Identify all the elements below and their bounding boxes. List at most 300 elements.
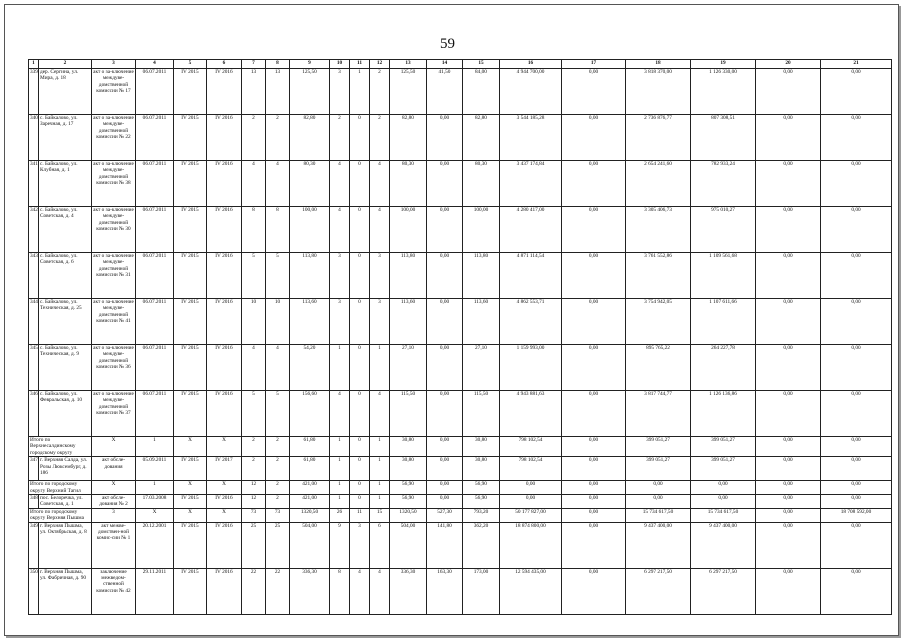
table-cell: 113,60 xyxy=(290,299,330,345)
table-cell: 4 xyxy=(370,161,390,207)
table-cell: 29.11.2011 xyxy=(136,568,174,614)
total-label: Итого по городскому округу Верхний Тагил xyxy=(29,481,92,495)
table-cell: 0 xyxy=(350,481,370,495)
table-cell: 0,00 xyxy=(756,253,821,299)
table-cell: 8 xyxy=(266,207,290,253)
header-cell: 2 xyxy=(39,60,92,69)
table-cell: IV 2015 xyxy=(174,345,207,391)
table-cell: IV 2015 xyxy=(174,522,207,568)
table-cell: 163,30 xyxy=(427,568,463,614)
table-cell: 4 xyxy=(242,161,266,207)
table-cell: IV 2016 xyxy=(207,207,242,253)
table-cell: 5 xyxy=(266,253,290,299)
table-cell: 25 xyxy=(266,522,290,568)
table-cell: 343 xyxy=(29,253,39,299)
header-cell: 18 xyxy=(626,60,691,69)
header-cell: 17 xyxy=(562,60,626,69)
table-cell: 5 xyxy=(242,391,266,437)
table-cell: 0,00 xyxy=(756,391,821,437)
table-cell: 1 xyxy=(330,481,350,495)
table-cell: 1 109 561,68 xyxy=(691,253,756,299)
table-cell: с. Байкалово, ул. Техническая, д. 9 xyxy=(39,345,92,391)
table-cell: IV 2015 xyxy=(174,253,207,299)
table-cell: X xyxy=(92,437,136,457)
total-row xyxy=(29,481,892,495)
table-cell: 20.12.2001 xyxy=(136,522,174,568)
table-row xyxy=(29,69,892,115)
header-cell: 9 xyxy=(290,60,330,69)
table-cell: IV 2016 xyxy=(207,69,242,115)
table-cell: 0,00 xyxy=(756,207,821,253)
table-cell: 56,90 xyxy=(463,481,500,495)
table-cell: 0 xyxy=(350,437,370,457)
table-cell: 06.07.2011 xyxy=(136,345,174,391)
table-cell: 2 xyxy=(266,481,290,495)
table-cell: 4 xyxy=(350,568,370,614)
header-cell: 15 xyxy=(463,60,500,69)
header-cell: 7 xyxy=(242,60,266,69)
table-row xyxy=(29,161,892,207)
table-cell: IV 2015 xyxy=(174,115,207,161)
table-cell: X xyxy=(174,481,207,495)
table-row xyxy=(29,391,892,437)
table-cell: 0,00 xyxy=(821,207,892,253)
table-cell: 0,00 xyxy=(562,457,626,481)
table-cell: 125,50 xyxy=(390,69,427,115)
table-cell: 798 102,54 xyxy=(500,457,562,481)
table-cell: 0,00 xyxy=(562,115,626,161)
table-cell: IV 2015 xyxy=(174,69,207,115)
table-cell: 173,00 xyxy=(463,568,500,614)
table-cell: 0,00 xyxy=(756,457,821,481)
table-cell: 61,80 xyxy=(290,437,330,457)
table-cell: 1 xyxy=(330,457,350,481)
table-cell: 3 xyxy=(330,299,350,345)
table-cell: 3 xyxy=(370,253,390,299)
table-cell: 80,30 xyxy=(290,161,330,207)
table-cell: акт о за-ключение междуве-домственной комиссии № 17 xyxy=(92,69,136,115)
table-cell: 3 544 185,28 xyxy=(500,115,562,161)
table-cell: 0 xyxy=(350,345,370,391)
table-cell: 336,30 xyxy=(290,568,330,614)
table-cell: 12 xyxy=(242,481,266,495)
total-row xyxy=(29,508,892,522)
table-cell: 0 xyxy=(350,391,370,437)
table-cell: с. Байкалово, ул. Февральская, д. 10 xyxy=(39,391,92,437)
header-cell: 6 xyxy=(207,60,242,69)
header-cell: 20 xyxy=(756,60,821,69)
table-cell: 1 xyxy=(370,457,390,481)
table-cell: 1 xyxy=(330,345,350,391)
table-cell: 0,00 xyxy=(427,457,463,481)
table-cell: 113,80 xyxy=(290,253,330,299)
table-cell: 1 xyxy=(370,345,390,391)
table-cell: 0,00 xyxy=(427,437,463,457)
table-cell: 56,90 xyxy=(463,495,500,509)
table-cell: 0,00 xyxy=(427,345,463,391)
table-cell: 82,80 xyxy=(463,115,500,161)
table-cell: 348 xyxy=(29,495,39,509)
table-cell: 9 437 400,00 xyxy=(626,522,691,568)
table-cell: 15 734 617,50 xyxy=(691,508,756,522)
table-cell: 0,00 xyxy=(756,481,821,495)
table-cell: 0 xyxy=(350,207,370,253)
table-cell: 0,00 xyxy=(562,522,626,568)
table-cell: 30,80 xyxy=(390,457,427,481)
table-cell: 399 051,27 xyxy=(626,437,691,457)
table-cell: 11 xyxy=(350,508,370,522)
table-cell: 399 051,27 xyxy=(691,457,756,481)
table-cell: 18 708 592,00 xyxy=(821,508,892,522)
table-cell: 3 xyxy=(350,522,370,568)
page-number: 59 xyxy=(440,36,455,52)
table-cell: 9 xyxy=(330,522,350,568)
table-cell: 782 933,24 xyxy=(691,161,756,207)
table-cell: 350 xyxy=(29,568,39,614)
table-cell: 4 943 881,63 xyxy=(500,391,562,437)
table-cell: акт межве-домствен-ной комис-сии № 1 xyxy=(92,522,136,568)
table-cell: 26 xyxy=(330,508,350,522)
table-cell: 3 xyxy=(330,69,350,115)
table-cell: IV 2016 xyxy=(207,115,242,161)
table-cell: 0,00 xyxy=(562,69,626,115)
table-cell: 2 xyxy=(266,437,290,457)
table-cell: IV 2015 xyxy=(174,299,207,345)
table-cell: 2 xyxy=(242,437,266,457)
table-cell: 27,10 xyxy=(390,345,427,391)
table-cell: 0,00 xyxy=(500,495,562,509)
table-cell: 362,20 xyxy=(463,522,500,568)
table-cell: 1 159 993,00 xyxy=(500,345,562,391)
table-cell: 1 xyxy=(370,495,390,509)
table-cell: 0 xyxy=(350,457,370,481)
table-cell: 0,00 xyxy=(756,437,821,457)
table-cell: 3 305 406,73 xyxy=(626,207,691,253)
table-cell: 527,30 xyxy=(427,508,463,522)
table-cell: 0,00 xyxy=(756,495,821,509)
header-cell: 21 xyxy=(821,60,892,69)
table-cell: 100,00 xyxy=(390,207,427,253)
table-row xyxy=(29,115,892,161)
table-cell: 4 xyxy=(330,161,350,207)
table-cell: 3 817 744,77 xyxy=(626,391,691,437)
table-cell: 50 177 827,00 xyxy=(500,508,562,522)
table-cell: 113,60 xyxy=(390,299,427,345)
table-cell: 12 xyxy=(242,495,266,509)
table-cell: 1320,50 xyxy=(290,508,330,522)
table-cell: 0,00 xyxy=(821,522,892,568)
table-cell: 2 xyxy=(266,457,290,481)
table-cell: 0,00 xyxy=(821,391,892,437)
table-cell: 340 xyxy=(29,115,39,161)
table-cell: 13 xyxy=(242,69,266,115)
table-cell: 975 010,27 xyxy=(691,207,756,253)
table-cell: 421,00 xyxy=(290,495,330,509)
table-cell: с. Байкалово, ул. Советская, д. 6 xyxy=(39,253,92,299)
table-cell: 84,00 xyxy=(463,69,500,115)
table-cell: 0,00 xyxy=(821,568,892,614)
table-cell: 0,00 xyxy=(427,207,463,253)
table-cell: 0 xyxy=(350,495,370,509)
table-cell: 0,00 xyxy=(562,495,626,509)
table-cell: 0,00 xyxy=(562,437,626,457)
table-cell: 2 xyxy=(242,457,266,481)
table-cell: 4 871 114,54 xyxy=(500,253,562,299)
table-cell: акт о за-ключение междуве-домственной комиссии № 30 xyxy=(92,207,136,253)
table-cell: IV 2016 xyxy=(207,522,242,568)
table-cell: 3 xyxy=(370,299,390,345)
table-cell: 0,00 xyxy=(821,481,892,495)
table-cell: г. Верхняя Пышма, ул. Октябрьская, д. 8 xyxy=(39,522,92,568)
table-cell: с. Байкалово, ул. Техническая, д. 25 xyxy=(39,299,92,345)
table-cell: с. Байкалово, ул. Заречная, д. 17 xyxy=(39,115,92,161)
table-cell: 1 xyxy=(136,437,174,457)
table-cell: 0,00 xyxy=(756,345,821,391)
table-cell: 0,00 xyxy=(691,495,756,509)
table-cell: 2 xyxy=(242,115,266,161)
table-cell: 156,60 xyxy=(290,391,330,437)
table-cell: 1 126 330,00 xyxy=(691,69,756,115)
table-cell: 22 xyxy=(242,568,266,614)
table-cell: 30,80 xyxy=(390,437,427,457)
table-cell: 0 xyxy=(350,299,370,345)
table-cell: X xyxy=(207,437,242,457)
table-cell: IV 2016 xyxy=(207,391,242,437)
table-cell: 0,00 xyxy=(756,69,821,115)
table-cell: 141,80 xyxy=(427,522,463,568)
table-cell: 4 xyxy=(370,391,390,437)
table-cell: 54,20 xyxy=(290,345,330,391)
table-cell: 4 xyxy=(330,207,350,253)
table-cell: 12 594 435,00 xyxy=(500,568,562,614)
table-cell: 4 280 417,00 xyxy=(500,207,562,253)
table-cell: 1 107 611,66 xyxy=(691,299,756,345)
table-cell: 4 xyxy=(266,161,290,207)
table-cell: 1320,50 xyxy=(390,508,427,522)
table-cell: 10 xyxy=(266,299,290,345)
table-cell: акт обсле-дования № 2 xyxy=(92,495,136,509)
table-cell: 0,00 xyxy=(756,568,821,614)
table-cell: 895 765,22 xyxy=(626,345,691,391)
total-label: Итого по городскому округу Верхняя Пышма xyxy=(29,508,92,522)
table-cell: пос. Белоречка, ул. Советская, д. 1 xyxy=(39,495,92,509)
table-cell: 30,80 xyxy=(463,437,500,457)
table-row xyxy=(29,568,892,614)
table-cell: 06.07.2011 xyxy=(136,299,174,345)
table-cell: 82,80 xyxy=(290,115,330,161)
table-cell: 8 xyxy=(242,207,266,253)
table-cell: 1 xyxy=(330,495,350,509)
table-cell: 06.07.2011 xyxy=(136,69,174,115)
table-cell: IV 2015 xyxy=(174,161,207,207)
table-cell: 346 xyxy=(29,391,39,437)
table-cell: 82,80 xyxy=(390,115,427,161)
header-cell: 14 xyxy=(427,60,463,69)
table-cell: IV 2016 xyxy=(207,253,242,299)
table-cell: 0,00 xyxy=(562,391,626,437)
table-cell: 0,00 xyxy=(821,69,892,115)
table-cell: 0,00 xyxy=(562,299,626,345)
table-cell: 0,00 xyxy=(562,568,626,614)
total-label: Итого по Верхнесалдинскому городскому округу xyxy=(29,437,92,457)
table-cell: акт о за-ключение междуве-домственной комиссии № 36 xyxy=(92,345,136,391)
table-cell: X xyxy=(92,481,136,495)
header-cell: 12 xyxy=(370,60,390,69)
header-cell: 11 xyxy=(350,60,370,69)
table-cell: 18 874 800,00 xyxy=(500,522,562,568)
table-cell: X xyxy=(136,508,174,522)
table-cell: 06.07.2011 xyxy=(136,207,174,253)
table-cell: 27,10 xyxy=(463,345,500,391)
table-cell: акт обсле-дования xyxy=(92,457,136,481)
table-cell: 0,00 xyxy=(427,115,463,161)
table-cell: заключение межведом-ственной комиссии № 42 xyxy=(92,568,136,614)
table-cell: 2 xyxy=(266,115,290,161)
table-cell: 399 051,27 xyxy=(691,437,756,457)
table-cell: 113,80 xyxy=(463,253,500,299)
table-cell: 0,00 xyxy=(821,299,892,345)
table-cell: IV 2015 xyxy=(174,457,207,481)
table-cell: 06.07.2011 xyxy=(136,161,174,207)
table-cell: 2 654 241,60 xyxy=(626,161,691,207)
header-cell: 16 xyxy=(500,60,562,69)
table-cell: 30,80 xyxy=(463,457,500,481)
table-cell: 0,00 xyxy=(756,522,821,568)
table-cell: 344 xyxy=(29,299,39,345)
table-cell: 0,00 xyxy=(821,161,892,207)
table-cell: IV 2015 xyxy=(174,495,207,509)
table-cell: 0,00 xyxy=(756,508,821,522)
table-cell: 4 862 553,71 xyxy=(500,299,562,345)
table-cell: 342 xyxy=(29,207,39,253)
table-cell: 25 xyxy=(242,522,266,568)
table-cell: 05.09.2011 xyxy=(136,457,174,481)
table-cell: 336,30 xyxy=(390,568,427,614)
table-cell: 9 437 400,00 xyxy=(691,522,756,568)
table-cell: 6 297 217,50 xyxy=(626,568,691,614)
table-cell: 2 xyxy=(266,495,290,509)
table-cell: 264 227,78 xyxy=(691,345,756,391)
table-cell: 56,90 xyxy=(390,481,427,495)
table-cell: 2 736 876,77 xyxy=(626,115,691,161)
table-cell: 4 xyxy=(266,345,290,391)
table-cell: 0,00 xyxy=(427,161,463,207)
table-cell: IV 2017 xyxy=(207,457,242,481)
table-cell: 345 xyxy=(29,345,39,391)
table-cell: 10 xyxy=(242,299,266,345)
table-cell: 1 xyxy=(370,481,390,495)
table-cell: X xyxy=(207,481,242,495)
table-cell: 8 xyxy=(330,568,350,614)
table-cell: 73 xyxy=(266,508,290,522)
table-cell: IV 2016 xyxy=(207,495,242,509)
table-cell: 56,90 xyxy=(390,495,427,509)
table-cell: г. Верхняя Салда, ул. Розы Люксембург, д. 186 xyxy=(39,457,92,481)
table-cell: 0,00 xyxy=(821,457,892,481)
table-cell: 0,00 xyxy=(626,495,691,509)
table-row xyxy=(29,457,892,481)
table-cell: 3 761 552,86 xyxy=(626,253,691,299)
table-cell: 15 734 617,50 xyxy=(626,508,691,522)
table-cell: 0 xyxy=(350,115,370,161)
table-cell: 3 818 370,00 xyxy=(626,69,691,115)
table-cell: 1 xyxy=(330,437,350,457)
header-cell: 19 xyxy=(691,60,756,69)
table-cell: IV 2016 xyxy=(207,161,242,207)
table-cell: 793,20 xyxy=(463,508,500,522)
table-cell: 0,00 xyxy=(427,299,463,345)
table-cell: IV 2016 xyxy=(207,568,242,614)
header-cell: 4 xyxy=(136,60,174,69)
table-cell: 3 437 174,84 xyxy=(500,161,562,207)
table-row xyxy=(29,207,892,253)
table-cell: 4 xyxy=(330,391,350,437)
table-cell: 0,00 xyxy=(691,481,756,495)
table-cell: 504,00 xyxy=(290,522,330,568)
table-cell: 1 xyxy=(350,69,370,115)
table-cell: 1 xyxy=(370,437,390,457)
table-cell: 349 xyxy=(29,522,39,568)
header-cell: 8 xyxy=(266,60,290,69)
table-cell: 0,00 xyxy=(500,481,562,495)
table-cell: акт о за-ключение междуве-домственной комиссии № 41 xyxy=(92,299,136,345)
header-cell: 13 xyxy=(390,60,427,69)
table-row xyxy=(29,253,892,299)
table-cell: 0,00 xyxy=(562,253,626,299)
table-cell: 115,50 xyxy=(463,391,500,437)
table-cell: 113,80 xyxy=(390,253,427,299)
table-cell: 0,00 xyxy=(821,115,892,161)
table-cell: 5 xyxy=(266,391,290,437)
table-cell: 5 xyxy=(242,253,266,299)
table-cell: 1 126 136,86 xyxy=(691,391,756,437)
table-cell: IV 2015 xyxy=(174,568,207,614)
table-cell: 115,50 xyxy=(390,391,427,437)
table-cell: 06.07.2011 xyxy=(136,115,174,161)
housing-table xyxy=(28,59,892,615)
table-cell: 339 xyxy=(29,69,39,115)
table-cell: с. Байкалово, ул. Советская, д. 4 xyxy=(39,207,92,253)
table-cell: IV 2015 xyxy=(174,391,207,437)
header-cell: 3 xyxy=(92,60,136,69)
table-cell: с. Байкалово, ул. Клубная, д. 1 xyxy=(39,161,92,207)
table-cell: 0,00 xyxy=(821,345,892,391)
table-cell: X xyxy=(174,508,207,522)
table-cell: 2 xyxy=(370,69,390,115)
table-cell: IV 2015 xyxy=(174,207,207,253)
table-cell: 1 xyxy=(136,481,174,495)
table-row xyxy=(29,522,892,568)
table-cell: 4 944 700,00 xyxy=(500,69,562,115)
table-cell: 2 xyxy=(330,115,350,161)
table-row xyxy=(29,495,892,509)
table-cell: 0,00 xyxy=(821,253,892,299)
table-cell: 100,00 xyxy=(463,207,500,253)
table-cell: 4 xyxy=(370,207,390,253)
table-cell: 22 xyxy=(266,568,290,614)
table-cell: 100,00 xyxy=(290,207,330,253)
table-cell: 4 xyxy=(370,568,390,614)
table-cell: 2 xyxy=(370,115,390,161)
table-cell: 06.07.2011 xyxy=(136,253,174,299)
table-cell: 0,00 xyxy=(821,495,892,509)
table-cell: X xyxy=(174,437,207,457)
table-cell: 3 754 942,05 xyxy=(626,299,691,345)
table-cell: IV 2016 xyxy=(207,345,242,391)
table-row xyxy=(29,345,892,391)
table-cell: 0,00 xyxy=(756,161,821,207)
table-cell: 125,50 xyxy=(290,69,330,115)
